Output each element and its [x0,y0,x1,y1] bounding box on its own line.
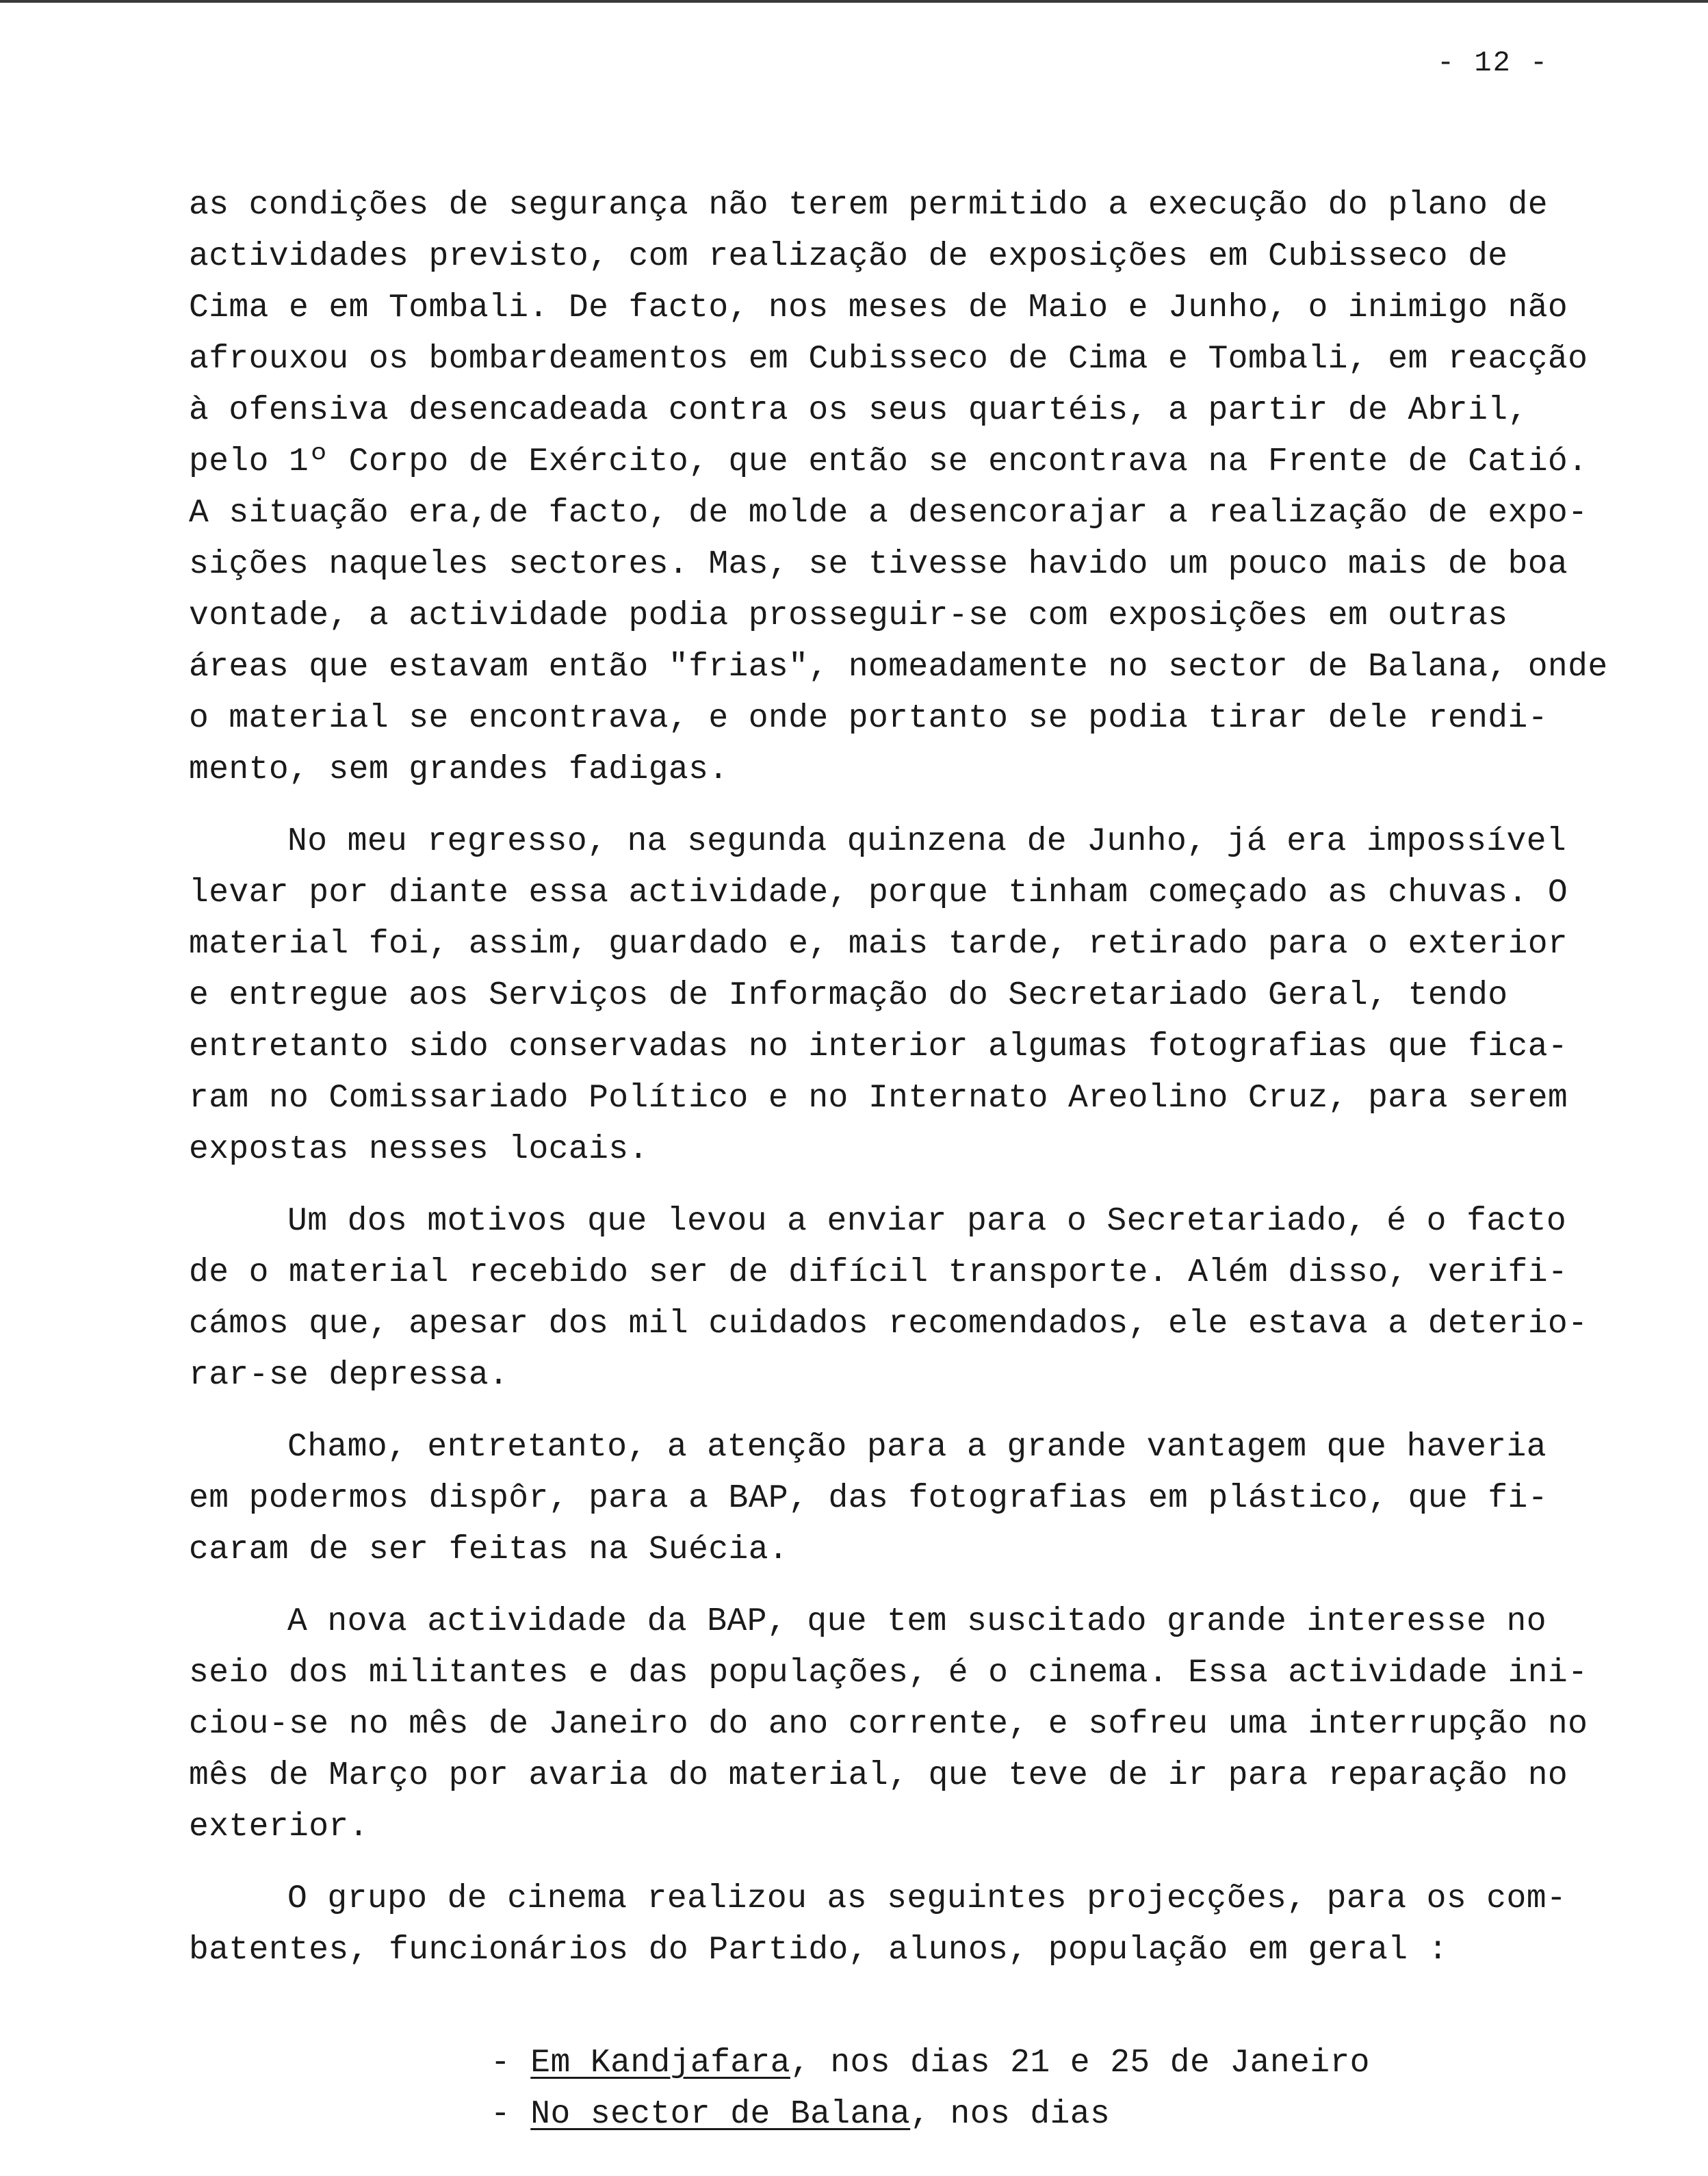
list-place: No sector de Balana [530,2096,911,2133]
text-line: áreas que estavam então "frias", nomeadamente no sector de Balana, onde [189,649,1608,686]
list-rest: , nos dias 21 e 25 de Janeiro [790,2045,1370,2082]
text-line: batentes, funcionários do Partido, alunos, população em geral : [189,1932,1448,1969]
text-line: exterior. [189,1809,369,1845]
text-line: o material se encontrava, e onde portanto se podia tirar dele rendi- [189,700,1548,737]
text-line: pelo 1º Corpo de Exército, que então se encontrava na Frente de Catió. [189,443,1588,480]
text-line: rar-se depressa. [189,1357,509,1394]
top-border-line [0,0,1708,3]
text-line: e entregue aos Serviços de Informação do Secretariado Geral, tendo [189,977,1508,1014]
list-item [411,2053,1110,2176]
text-line: Cima e em Tombali. De facto, nos meses de Maio e Junho, o inimigo não [189,289,1568,326]
text-line: as condições de segurança não terem permitido a execução do plano de [189,187,1548,224]
text-line: caram de ser feitas na Suécia. [189,1531,789,1568]
text-line: O grupo de cinema realizou as seguintes projecções, para os com- [287,1880,1567,1917]
text-line: cámos que, apesar dos mil cuidados recomendados, ele estava a deterio- [189,1306,1588,1343]
text-line: mento, sem grandes fadigas. [189,751,729,788]
text-line: entretanto sido conservadas no interior algumas fotografias que fica- [189,1028,1568,1065]
text-line: levar por diante essa actividade, porque tinham começado as chuvas. O [189,875,1568,911]
list-place: Em Kandjafara [530,2045,790,2082]
text-line: No meu regresso, na segunda quinzena de Junho, já era impossível [287,823,1567,860]
text-line: vontade, a actividade podia prosseguir-se com exposições em outras [189,597,1508,634]
text-line: Um dos motivos que levou a enviar para o Secretariado, é o facto [287,1203,1567,1240]
list-dash: - [490,2045,531,2082]
text-line: Chamo, entretanto, a atenção para a grande vantagem que haveria [287,1429,1547,1466]
text-line: à ofensiva desencadeada contra os seus quartéis, a partir de Abril, [189,392,1528,429]
text-line: afrouxou os bombardeamentos em Cubisseco de Cima e Tombali, em reacção [189,341,1588,378]
list-rest: , nos dias [910,2096,1111,2133]
text-line: A nova actividade da BAP, que tem suscitado grande interesse no [287,1603,1547,1640]
text-line: expostas nesses locais. [189,1131,649,1168]
text-line: ciou-se no mês de Janeiro do ano corrente, e sofreu uma interrupção no [189,1706,1588,1743]
text-line: actividades previsto, com realização de exposições em Cubisseco de [189,238,1508,275]
list-dash: - [490,2096,531,2133]
page-number: - 12 - [1437,47,1549,79]
text-line: de o material recebido ser de difícil transporte. Além disso, verifi- [189,1254,1568,1291]
text-line: sições naqueles sectores. Mas, se tivesse havido um pouco mais de boa [189,546,1568,583]
text-line: seio dos militantes e das populações, é o cinema. Essa actividade ini- [189,1655,1588,1692]
text-line: material foi, assim, guardado e, mais tarde, retirado para o exterior [189,926,1568,963]
text-line: A situação era,de facto, de molde a desencorajar a realização de expo- [189,495,1588,532]
text-line: mês de Março por avaria do material, que teve de ir para reparação no [189,1757,1568,1794]
text-line: ram no Comissariado Político e no Internato Areolino Cruz, para serem [189,1080,1568,1117]
text-line: em podermos dispôr, para a BAP, das fotografias em plástico, que fi- [189,1480,1548,1517]
